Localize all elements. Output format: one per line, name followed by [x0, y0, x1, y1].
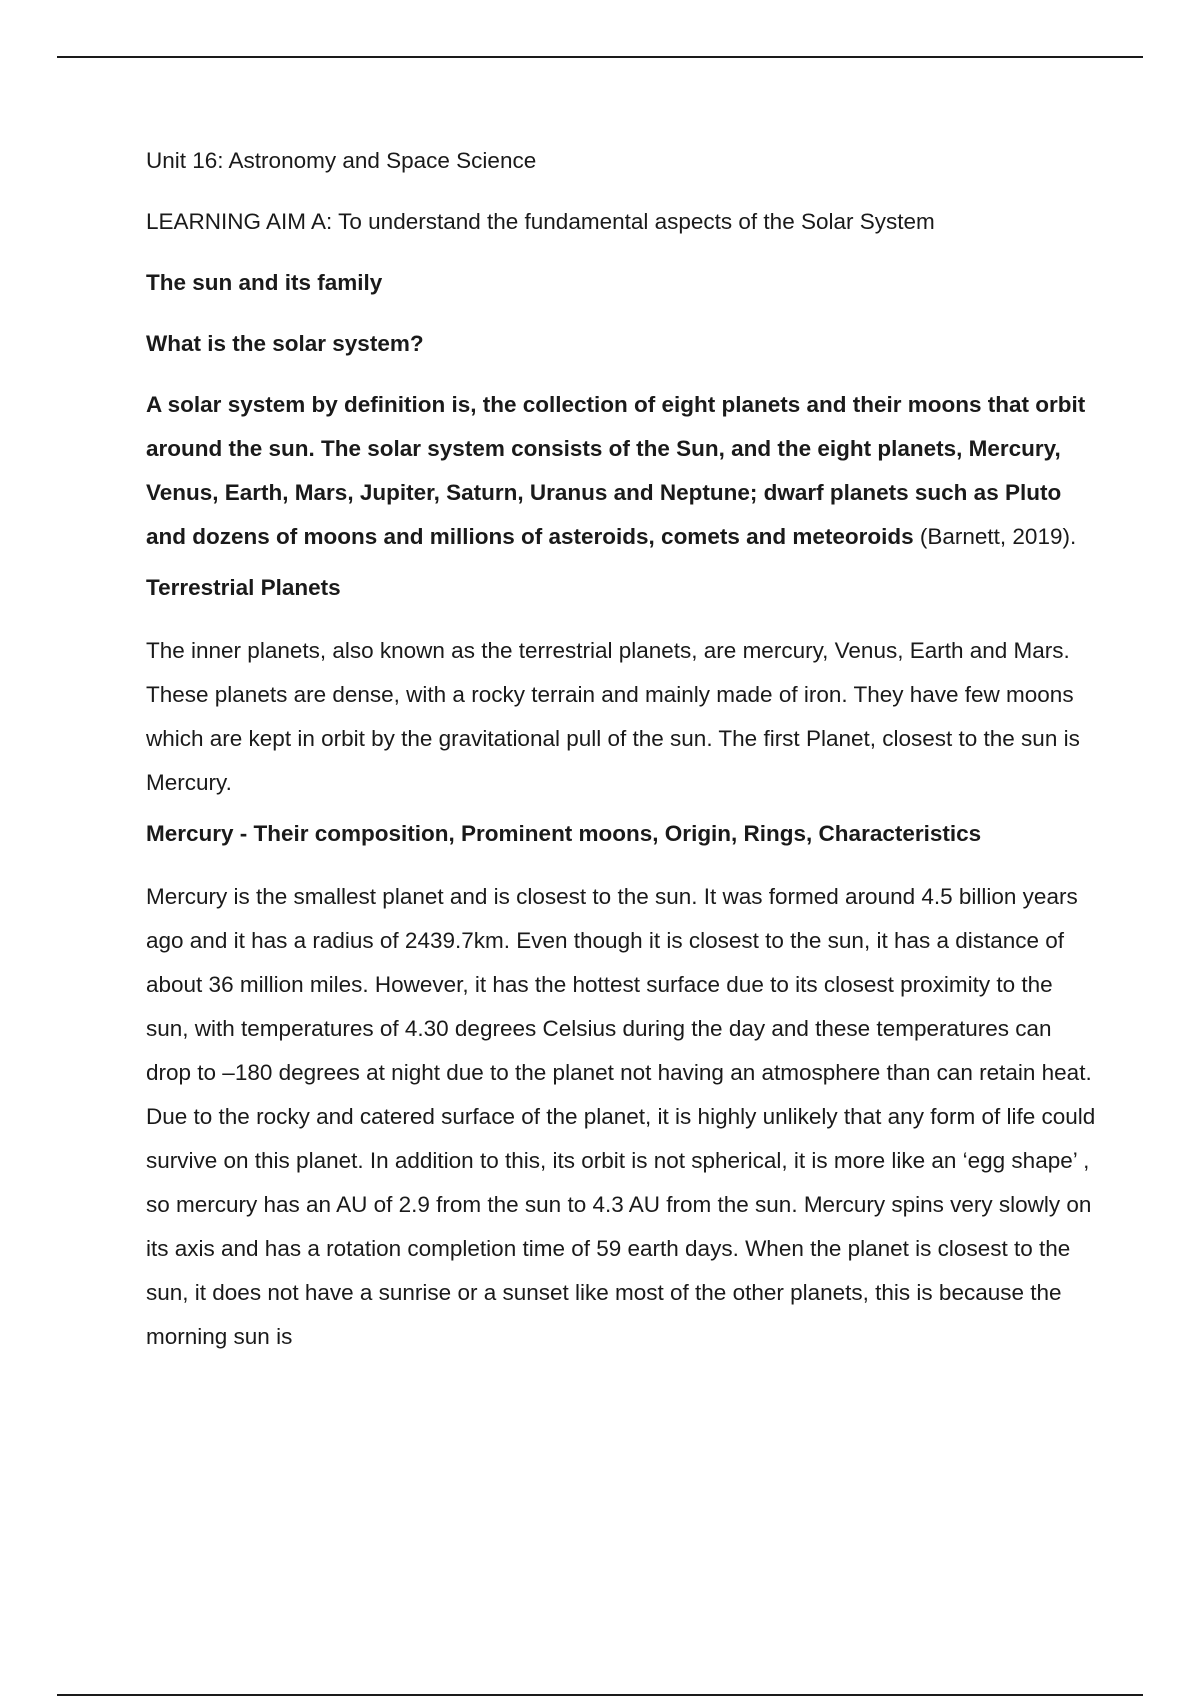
definition-citation: (Barnett, 2019). [913, 524, 1077, 549]
footer-rule [57, 1694, 1143, 1696]
heading-terrestrial-planets: Terrestrial Planets [146, 575, 341, 600]
learning-aim: LEARNING AIM A: To understand the fundamental aspects of the Solar System [146, 209, 935, 234]
definition-text: A solar system by definition is, the collection of eight planets and their moons that orbit around the sun. The solar system consists of the Sun, and the eight planets, Mercury, Venus, Earth, Mars, Jupiter, Saturn, Uranus and Neptune; dwarf planets such as Pluto and dozens of moons and millions of asteroids, comets and meteoroids [146, 392, 1086, 549]
heading-what-is-solar-system: What is the solar system? [146, 331, 424, 356]
document-body [146, 141, 1096, 1368]
header-rule [57, 56, 1143, 58]
heading-sun-family: The sun and its family [146, 270, 383, 295]
unit-title: Unit 16: Astronomy and Space Science [146, 148, 537, 173]
definition-paragraph [146, 383, 1096, 559]
terrestrial-paragraph: The inner planets, also known as the terrestrial planets, are mercury, Venus, Earth and Mars. These planets are dense, with a rocky terrain and mainly made of iron. They have few moons which are kept in orbit by the gravitational pull of the sun. The first Planet, closest to the sun is Mercury. [146, 638, 1080, 795]
mercury-paragraph: Mercury is the smallest planet and is closest to the sun. It was formed around 4.5 billion years ago and it has a radius of 2439.7km. Even though it is closest to the sun, it has a distance of about 36 million miles. However, it has the hottest surface due to its closest proximity to the sun, with temperatures of 4.30 degrees Celsius during the day and these temperatures can drop to –180 degrees at night due to the planet not having an atmosphere than can retain heat. Due to the rocky and catered surface of the planet, it is highly unlikely that any form of life could survive on this planet. In addition to this, its orbit is not spherical, it is more like an ‘egg shape’ , so mercury has an AU of 2.9 from the sun to 4.3 AU from the sun. Mercury spins very slowly on its axis and has a rotation completion time of 59 earth days. When the planet is closest to the sun, it does not have a sunrise or a sunset like most of the other planets, this is because the morning sun is [146, 884, 1096, 1349]
heading-mercury: Mercury - Their composition, Prominent moons, Origin, Rings, Characteristics [146, 821, 982, 846]
